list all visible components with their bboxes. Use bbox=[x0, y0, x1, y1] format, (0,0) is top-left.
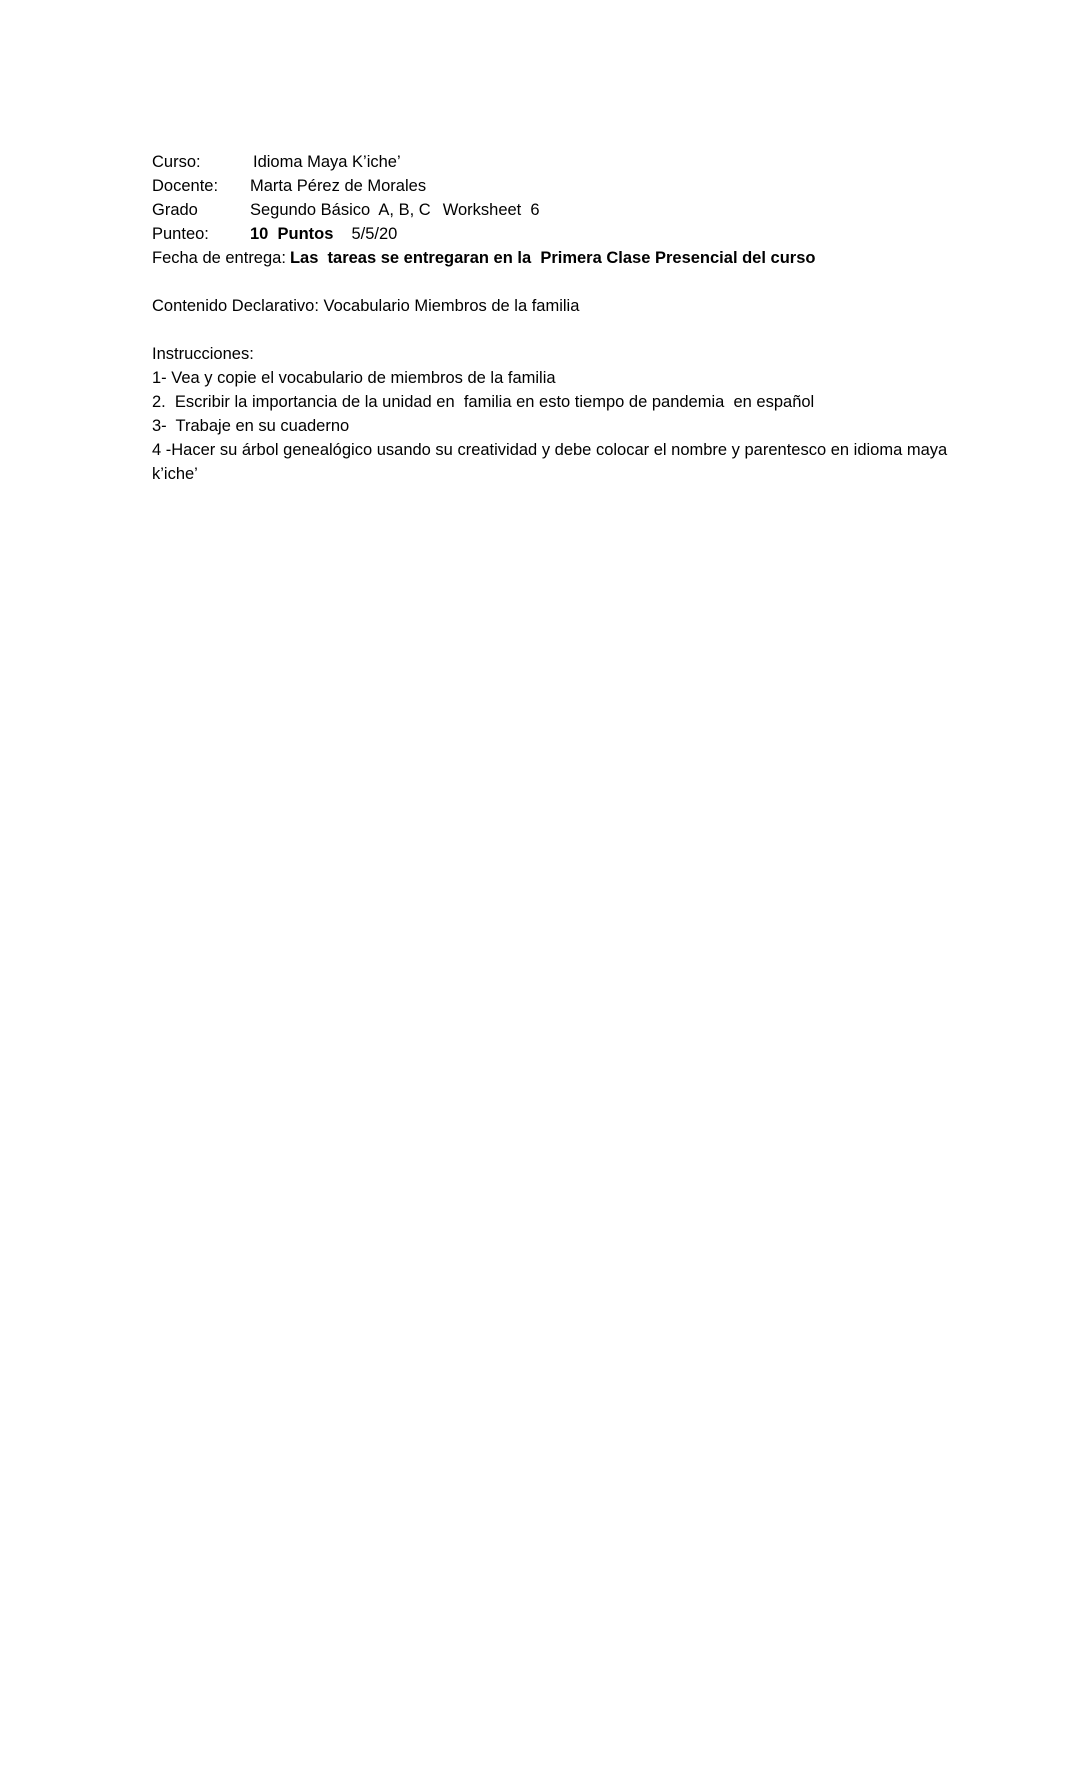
worksheet-number: Worksheet 6 bbox=[442, 201, 540, 219]
grado-value: Segundo Básico A, B, C bbox=[250, 201, 431, 219]
docente-row bbox=[152, 174, 952, 198]
punteo-date: 5/5/20 bbox=[351, 225, 398, 243]
instruction-item: 2. Escribir la importancia de la unidad en familia en esto tiempo de pandemia en español bbox=[152, 393, 815, 411]
curso-label: Curso: bbox=[152, 153, 201, 171]
instruction-item: 4 -Hacer su árbol genealógico usando su creatividad y debe colocar el nombre y parentesco en idioma maya k’iche’ bbox=[152, 441, 948, 483]
grado-row bbox=[152, 198, 952, 222]
curso-value: Idioma Maya K’iche’ bbox=[253, 153, 401, 171]
fecha-row bbox=[152, 246, 952, 270]
contenido-declarativo: Contenido Declarativo: Vocabulario Miembros de la familia bbox=[152, 297, 580, 315]
punteo-label: Punteo: bbox=[152, 225, 209, 243]
worksheet-content bbox=[152, 150, 952, 486]
instruction-item: 1- Vea y copie el vocabulario de miembros de la familia bbox=[152, 369, 556, 387]
fecha-label: Fecha de entrega: bbox=[152, 249, 286, 267]
curso-row bbox=[152, 150, 952, 174]
grado-label: Grado bbox=[152, 201, 198, 219]
docente-label: Docente: bbox=[152, 177, 219, 195]
punteo-points: 10 Puntos bbox=[250, 225, 334, 243]
fecha-value: Las tareas se entregaran en la Primera Clase Presencial del curso bbox=[289, 249, 816, 267]
instrucciones-title: Instrucciones: bbox=[152, 345, 254, 363]
punteo-row bbox=[152, 222, 952, 246]
instruction-item: 3- Trabaje en su cuaderno bbox=[152, 417, 350, 435]
docente-value: Marta Pérez de Morales bbox=[250, 177, 427, 195]
